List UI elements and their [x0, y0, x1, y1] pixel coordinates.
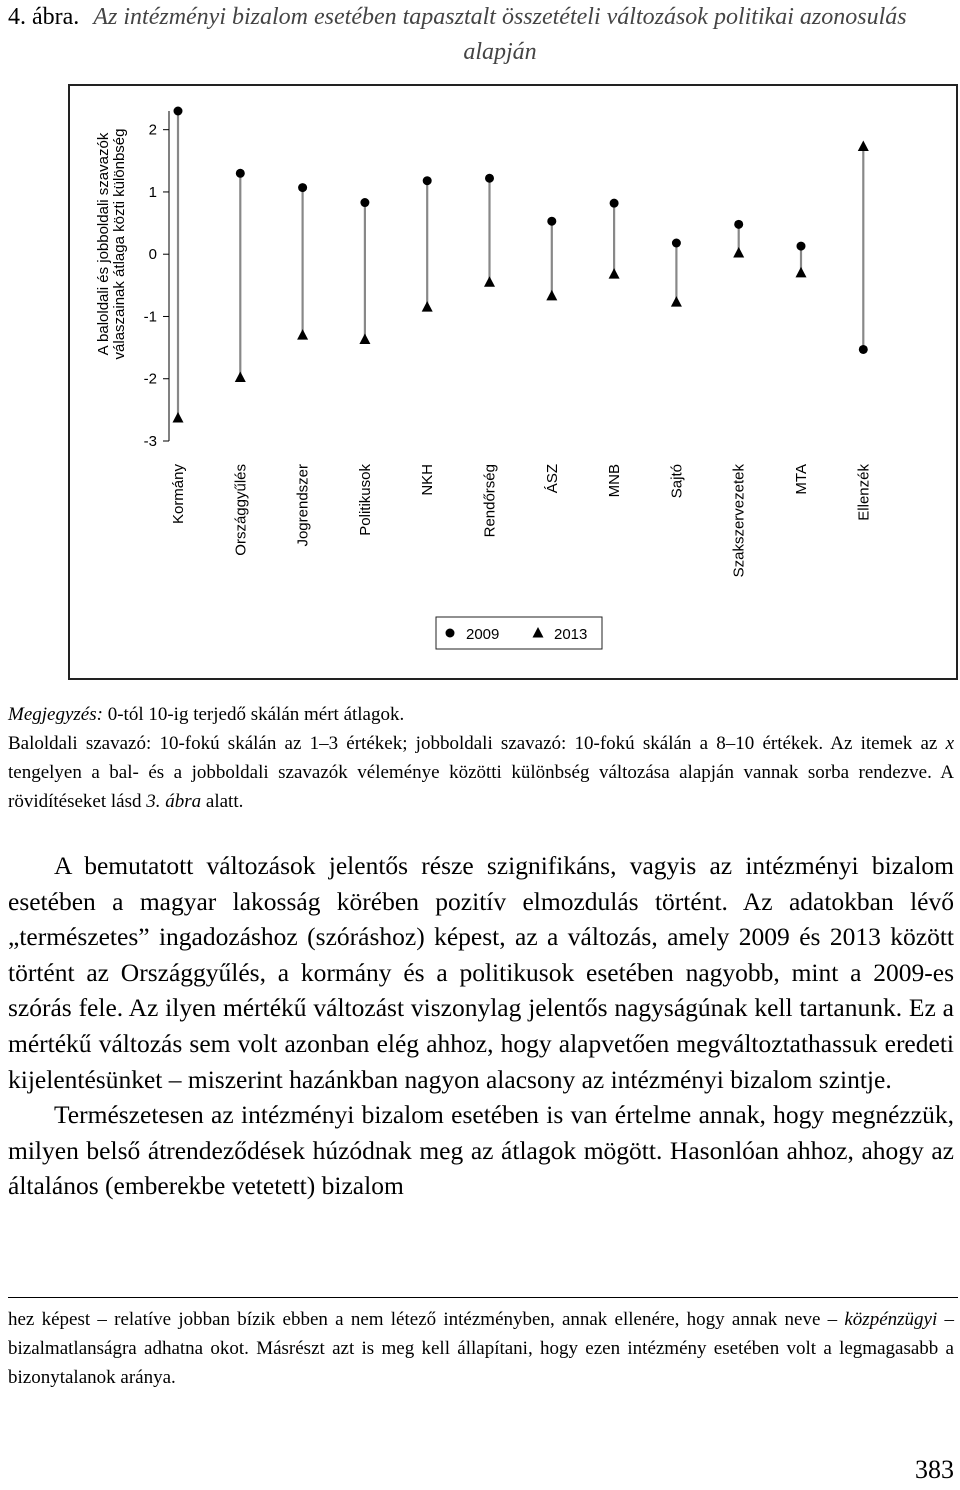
- point-2009: [236, 169, 245, 178]
- chart-frame: [68, 84, 958, 680]
- point-2009: [610, 199, 619, 208]
- footnote-part-b: – bizalmatlanságra adhatna okot. Másrészt azt is meg kell állapítani, hogy ezen intézmény esetében volt a legmagasabb a bizonytalanok aránya.: [8, 1309, 954, 1388]
- x-category-label: MTA: [793, 464, 810, 495]
- x-category-label: Kormány: [170, 464, 187, 525]
- point-2013: [796, 267, 807, 278]
- dot-range-chart: [70, 86, 956, 678]
- figure-number: 4. ábra.: [8, 4, 80, 30]
- note-ref: 3. ábra: [146, 791, 202, 812]
- point-2013: [297, 329, 308, 340]
- point-2009: [174, 107, 183, 116]
- y-tick-label: -3: [143, 433, 157, 450]
- point-2009: [797, 242, 806, 251]
- legend-marker-2009: [446, 629, 455, 638]
- point-2013: [546, 290, 557, 301]
- note-line2a: Baloldali szavazó: 10-fokú skálán az 1–3 értékek; jobboldali szavazó: 10-fokú skálán a 8–10 értékek. Az itemek az: [8, 733, 946, 754]
- body-text: [8, 848, 954, 1204]
- chart-marks: [173, 107, 869, 423]
- footnote-part-a: hez képest – relatíve jobban bízik ebben a nem létező intézményben, annak ellenére, hogy annak neve –: [8, 1309, 845, 1330]
- point-2009: [423, 176, 432, 185]
- figure-note: [8, 700, 954, 816]
- note-line1: 0-tól 10-ig terjedő skálán mért átlagok.: [102, 704, 405, 725]
- point-2009: [360, 198, 369, 207]
- legend-label-2013: 2013: [554, 626, 588, 643]
- x-axis-categories: [170, 464, 872, 578]
- point-2009: [859, 345, 868, 354]
- point-2013: [484, 276, 495, 287]
- figure-title: Az intézményi bizalom esetében tapasztalt összetételi változások politikai azonosulás alapján: [93, 4, 907, 65]
- footnote-rule: [8, 1297, 958, 1298]
- y-tick-label: -2: [143, 370, 157, 388]
- point-2009: [547, 217, 556, 226]
- x-category-label: Országgyűlés: [232, 464, 250, 556]
- note-x: x: [945, 733, 954, 754]
- x-category-label: Szakszervezetek: [730, 464, 748, 578]
- point-2013: [858, 140, 869, 151]
- x-category-label: MNB: [606, 464, 624, 498]
- point-2013: [671, 296, 682, 307]
- legend-label-2009: 2009: [466, 626, 500, 643]
- point-2013: [422, 301, 433, 312]
- figure-caption: [0, 0, 960, 70]
- point-2009: [672, 239, 681, 248]
- y-tick-label: 0: [148, 246, 157, 264]
- note-line2c: alatt.: [201, 791, 244, 812]
- x-category-label: Jogrendszer: [294, 464, 312, 547]
- point-2013: [359, 334, 370, 345]
- y-tick-label: 2: [148, 121, 157, 139]
- x-category-label: NKH: [419, 464, 437, 496]
- y-axis-label-line2: válaszainak átlaga közti különbség: [111, 128, 128, 360]
- footnote-italic: közpénzügyi: [844, 1309, 938, 1330]
- x-category-label: Ellenzék: [855, 464, 873, 521]
- point-2013: [733, 247, 744, 258]
- point-2013: [609, 268, 620, 279]
- y-axis: [144, 111, 169, 450]
- chart-legend: [436, 617, 602, 649]
- x-category-label: Politikusok: [356, 464, 374, 536]
- note-line2b: tengelyen a bal- és a jobboldali szavazók véleménye közötti különbség változása alapján vannak sorba rendezve. A rövidítéseket lásd: [8, 762, 954, 812]
- footnote: [8, 1305, 954, 1392]
- paragraph-2: Természetesen az intézményi bizalom esetében is van értelme annak, hogy megnézzük, milyen belső átrendeződések húzódnak meg az átlagok mögött. Hasonlóan ahhoz, ahogy az általános (emberekbe vetetett) bizalom: [8, 1100, 954, 1201]
- paragraph-1: A bemutatott változások jelentős része szignifikáns, vagyis az intézményi bizalom esetében a magyar lakosság körében pozitív elmozdulás történt. Az adatokban lévő „természetes” ingadozáshoz (szóráshoz) képest, az a változás, amely 2009 és 2013 között történt az Országgyűlés, a kormány és a politikusok esetében nagyobb, mint a 2009-es szórás fele. Az ilyen mértékű változást viszonylag jelentős nagyságúnak kell tartanunk. Ez a mértékű változás sem volt azonban elég ahhoz, hogy alapvetően megváltoztathassuk eredeti kijelentésünket – miszerint hazánkban nagyon alacsony az intézményi bizalom szintje.: [8, 851, 954, 1094]
- x-category-label: Rendőrség: [481, 464, 499, 538]
- point-2009: [485, 174, 494, 183]
- note-label: Megjegyzés:: [8, 704, 103, 725]
- y-tick-label: -1: [143, 308, 157, 326]
- point-2009: [734, 220, 743, 229]
- point-2009: [298, 183, 307, 192]
- y-tick-label: 1: [148, 183, 157, 201]
- y-axis-label-line1: A baloldali és jobboldali szavazók: [95, 132, 112, 356]
- y-axis-label: [95, 129, 128, 360]
- point-2013: [173, 412, 184, 423]
- x-category-label: ÁSZ: [543, 464, 561, 494]
- page-number: 383: [915, 1455, 954, 1484]
- x-category-label: Sajtó: [668, 464, 686, 499]
- point-2013: [235, 371, 246, 382]
